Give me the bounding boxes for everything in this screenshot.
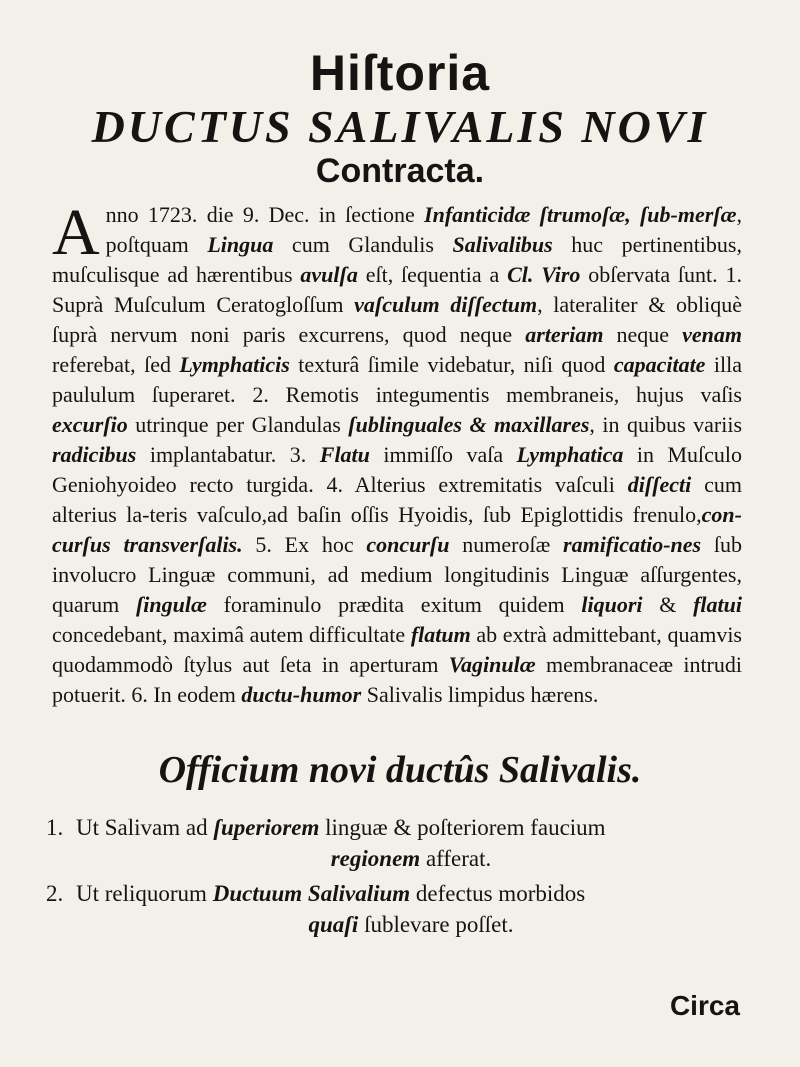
italic-term: Ductuum Salivalium (212, 881, 411, 906)
text-span: concedebant, maximâ autem difficultate (52, 622, 411, 647)
text-span: immiſſo vaſa (369, 442, 517, 467)
italic-term: vaſculum diſſectum (354, 292, 538, 317)
catchword: Circa (669, 990, 740, 1021)
italic-term: capacitate (613, 352, 706, 377)
text-span: referebat, ſed (52, 352, 180, 377)
italic-term: Infanticidæ ſtrumoſæ, ſub-merſæ (424, 202, 737, 227)
list-number: 1. (46, 815, 64, 840)
italic-term: ſingulæ (135, 592, 207, 617)
text-span: & (642, 592, 694, 617)
italic-term: ſuperiorem (213, 815, 320, 840)
italic-term: diſſecti (627, 472, 692, 497)
text-span: defectus morbidos (410, 881, 586, 906)
italic-term: Lingua (207, 232, 274, 257)
text-span: illa paululum ſuperaret. 2. Remotis integumentis membraneis, hujus vaſis (52, 352, 742, 407)
italic-term: ſublinguales & maxillares (348, 412, 590, 437)
text-span: Salivalis limpidus hærens. (361, 682, 599, 707)
italic-term: Salivalibus (452, 232, 553, 257)
italic-term: Vaginulæ (448, 652, 536, 677)
list-item (46, 878, 746, 940)
italic-term: ductu-humor (241, 682, 362, 707)
list-continuation (46, 909, 746, 940)
text-span: foraminulo prædita exitum quidem (206, 592, 582, 617)
text-span: implantabatur. 3. (136, 442, 320, 467)
italic-term: Lymphatica (516, 442, 624, 467)
italic-term: concurſu (366, 532, 450, 557)
drop-cap: A (52, 196, 100, 269)
italic-term: flatum (410, 622, 471, 647)
text-span: membranaceæ intrudi potuerit. 6. In eodem (52, 652, 742, 707)
text-span: Ut reliquorum (76, 881, 213, 906)
italic-term: Cl. Viro (507, 262, 581, 287)
text-span: eſt, ſequentia a (357, 262, 508, 287)
text-span: afferat. (420, 846, 492, 871)
text-span: numeroſæ (449, 532, 564, 557)
text-span: huc pertinentibus, muſculisque ad hærentibus (52, 232, 742, 287)
text-span: ab extrà admittebant, quamvis quodammodò ſtylus aut ſeta in aperturam (52, 622, 742, 677)
italic-term: regionem (330, 846, 421, 871)
italic-term: liquori (581, 592, 643, 617)
italic-term: ramificatio-nes (563, 532, 702, 557)
text-span: nno 1723. die 9. Dec. in ſectione (105, 202, 425, 227)
text-span: ſublevare poſſet. (358, 912, 514, 937)
text-span: texturâ ſimile videbatur, niſi quod (289, 352, 614, 377)
document-subtitle-2: Contracta. (315, 152, 485, 190)
text-span: ſub involucro Linguæ communi, ad medium longitudinis Linguæ aſſurgentes, quarum (52, 532, 742, 617)
document-subtitle: DUCTUS SALIVALIS NOVI (91, 101, 709, 152)
italic-term: flatui (693, 592, 742, 617)
section-heading: Officium novi ductûs Salivalis. (158, 749, 642, 791)
italic-term: Lymphaticis (179, 352, 290, 377)
italic-term: quaſi (308, 912, 359, 937)
italic-term: Flatu (319, 442, 370, 467)
text-span: utrinque per Glandulas (127, 412, 349, 437)
text-span: Ut Salivam ad (76, 815, 214, 840)
list-continuation (46, 843, 746, 874)
italic-term: venam (682, 322, 743, 347)
text-span: , poſtquam (105, 202, 742, 257)
document-title: Hiſtoria (309, 45, 491, 101)
list-number: 2. (46, 881, 64, 906)
text-span: neque (603, 322, 683, 347)
italic-term: excurſio (52, 412, 128, 437)
text-span: 5. Ex hoc (242, 532, 367, 557)
text-span: in Muſculo Geniohyoideo recto turgida. 4. Alterius extremitatis vaſculi (52, 442, 743, 497)
text-span: , in quibus variis (589, 412, 743, 437)
italic-term: arteriam (525, 322, 604, 347)
italic-term: radicibus (52, 442, 137, 467)
text-span: , lateraliter & obliquè ſuprà nervum noni paris excurrens, quod neque (52, 292, 742, 347)
text-span: obſervata ſunt. 1. Suprà Muſculum Ceratogloſſum (52, 262, 742, 317)
list-item (46, 812, 746, 874)
text-span: linguæ & poſteriorem faucium (319, 815, 606, 840)
text-span: cum Glandulis (273, 232, 453, 257)
text-span: cum alterius la-teris vaſculo,ad baſin oſſis Hyoidis, ſub Epiglottidis frenulo, (52, 472, 742, 527)
italic-term: avulſa (300, 262, 358, 287)
main-paragraph (52, 196, 743, 710)
function-list (46, 812, 746, 944)
italic-term: con-curſus transverſalis. (52, 502, 742, 557)
